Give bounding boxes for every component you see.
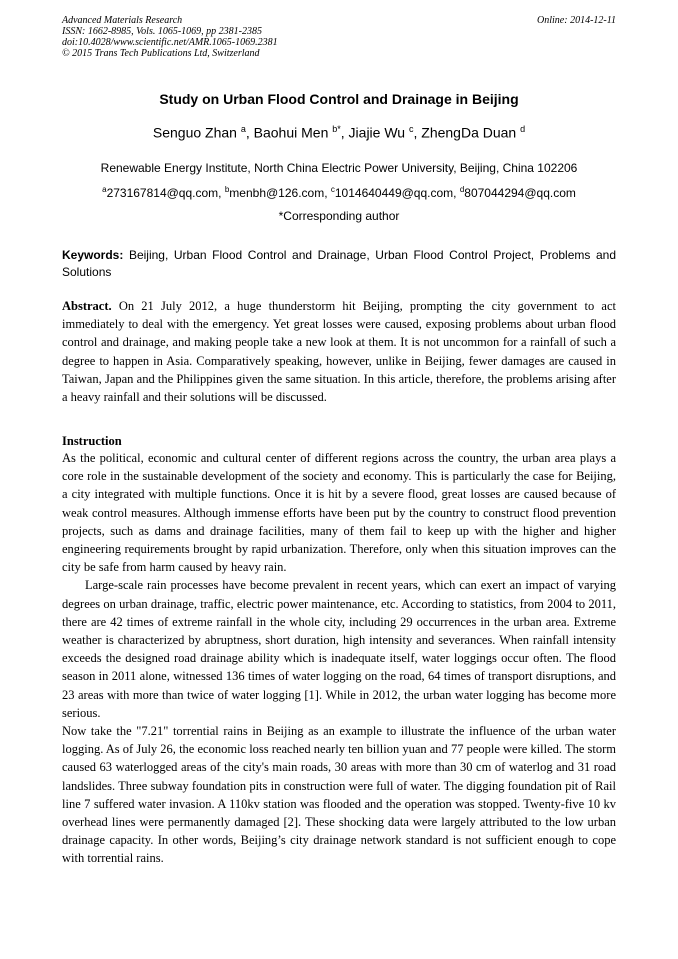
keywords-label: Keywords: [62, 248, 124, 262]
author-separator: , [340, 124, 349, 141]
issn-line: ISSN: 1662-8985, Vols. 1065-1069, pp 2381-2385 [62, 26, 262, 37]
email-list [62, 185, 616, 200]
email-mark: b [224, 185, 230, 194]
author-separator: , [413, 124, 422, 141]
paragraph: Now take the "7.21" torrential rains in Beijing as an example to illustrate the influence of the urban water logging. As of July 26, the economic loss reached nearly ten billion yuan and 77 people were killed. The storm caused 63 waterlogged areas of the city's main roads, 30 areas with more than 30 cm of waterlog and 31 road landslides. Three subway foundation pits in construction were full of water. The digging foundation pit of Rail line 7 suffered water invasion. A 110kv station was flooded and the operation was stopped. Twenty-five 10 kv overhead lines were permanently damaged [2]. These shocking data were largely attributed to the low urban drainage capacity. In other words, Beijing’s city drainage network standard is not sufficient enough to cope with torrential rains. [62, 724, 616, 866]
email-address: 1014640449@qq.com [334, 186, 454, 200]
paragraph: As the political, economic and cultural center of different regions across the country, the urban area plays a core role in the sustainable development of the society and economy. This is particularly the case for Beijing, a city integrated with multiple functions. Once it is hit by a severe flood, great losses are caused because of weak control measures. Although immense efforts have been put by the country to construct flood prevention projects, such as dams and drainage facilities, many of them fail to keep up with the higher and higher engineering requirements brought by rapid urbanization. Therefore, only when this situation improves can the city be safe from harm caused by heavy rain. [62, 451, 616, 575]
paragraph: Large-scale rain processes have become prevalent in recent years, which can exert an impact of varying degrees on urban drainage, traffic, electric power maintenance, etc. According to statistics, from 2004 to 2011, there are 42 times of extreme rainfall in the whole city, including 29 occurrences in the urban area. Extreme weather is characterized by abruptness, short duration, high intensity and severances. When rainfall intensity exceeds the designed road drainage ability which is inadequate itself, water loggings occur often. The flood season in 2011 alone, witnessed 136 times of water logging on the road, 64 times of transport disruptions, and 23 areas with more than twice of water logging [1]. While in 2012, the urban water logging has become more serious. [62, 578, 616, 720]
doi-line: doi:10.4028/www.scientific.net/AMR.1065-1069.2381 [62, 37, 278, 48]
author-name: Baohui Men [253, 124, 329, 141]
email-separator: , [218, 186, 225, 200]
email-address: menbh@126.com [229, 186, 325, 200]
affiliation: Renewable Energy Institute, North China Electric Power University, Beijing, China 102206 [100, 161, 578, 175]
section-heading: Instruction [62, 434, 122, 448]
journal-name: Advanced Materials Research [62, 15, 183, 26]
email-separator: , [324, 186, 331, 200]
paper-title: Study on Urban Flood Control and Drainage in Beijing [159, 91, 519, 107]
email-mark: a [102, 185, 107, 194]
email-separator: , [453, 186, 460, 200]
abstract-label: Abstract. [62, 299, 112, 313]
online-date: Online: 2014-12-11 [537, 15, 616, 26]
author-name: ZhengDa Duan [421, 124, 517, 141]
author-affil-mark: d [520, 124, 526, 134]
email-address: 807044294@qq.com [464, 186, 576, 200]
author-name: Senguo Zhan [152, 124, 237, 141]
journal-header [62, 15, 616, 59]
abstract [62, 297, 616, 406]
author-name: Jiajie Wu [348, 124, 406, 141]
email-address: 273167814@qq.com [106, 186, 219, 200]
author-separator: , [245, 124, 254, 141]
corresponding-author-note: *Corresponding author [278, 209, 400, 223]
keywords [62, 247, 616, 281]
abstract-text: On 21 July 2012, a huge thunderstorm hit Beijing, prompting the city government to act immediately to deal with the emergency. Yet great losses were caused, exposing problems about urban flood control and drainage, and making people take a new look at them. It is not uncommon for a rainfall of such a degree to happen in Asia. Comparatively speaking, however, unlike in Beijing, fewer damages are caused in Taiwan, Japan and the Philippines given the same situation. In this article, therefore, the problems arising after a heavy rainfall and their solutions will be discussed. [62, 299, 616, 405]
author-affil-mark: b* [332, 124, 341, 134]
copyright-line: © 2015 Trans Tech Publications Ltd, Switzerland [62, 48, 260, 59]
keywords-text: Beijing, Urban Flood Control and Drainage, Urban Flood Control Project, Problems and Solutions [62, 248, 616, 279]
author-affil-mark: a [240, 124, 246, 134]
email-mark: d [459, 185, 465, 194]
email-mark: c [330, 185, 335, 194]
author-affil-mark: c [408, 124, 414, 134]
section-body [62, 449, 616, 868]
author-list [62, 124, 616, 141]
